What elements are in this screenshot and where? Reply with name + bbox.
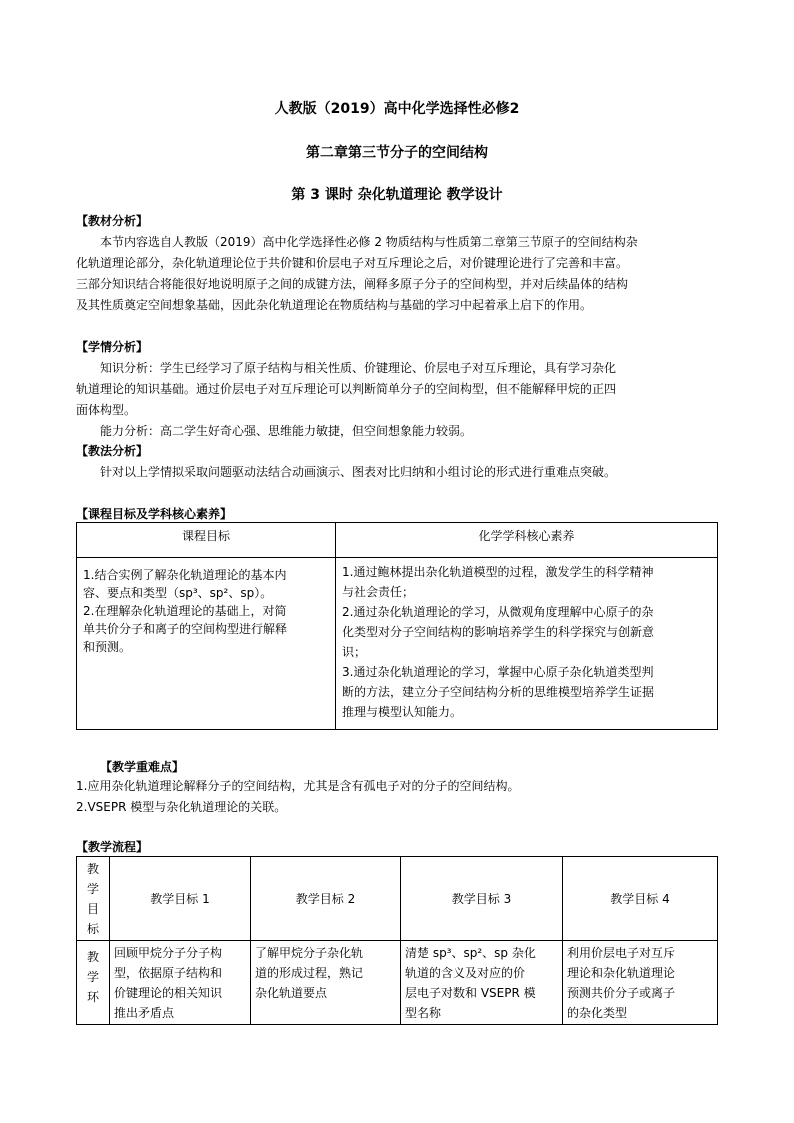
- course-goals-cell: [77, 558, 336, 730]
- flow-table: [76, 856, 718, 1025]
- key-point: 2.VSEPR 模型与杂化轨道理论的关联。: [76, 800, 287, 814]
- learner-line: 轨道理论的知识基础。通过价层电子对互斥理论可以判断简单分子的空间构型，但不能解释甲烷的正四: [76, 382, 617, 396]
- core-literacy-line: 3.通过杂化轨道理论的学习，掌握中心原子杂化轨道类型判: [342, 665, 654, 679]
- textbook-line: 及其性质奠定空间想象基础，因此杂化轨道理论在物质结构与基础的学习中起着承上启下的作用。: [76, 298, 593, 312]
- core-literacy-line: 推理与模型认知能力。: [342, 705, 463, 719]
- textbook-line: 化轨道理论部分，杂化轨道理论位于共价键和价层电子对互斥理论之后，对价键理论进行了完善和丰富。: [76, 256, 629, 270]
- textbook-line: 本节内容选自人教版（2019）高中化学选择性必修 2 物质结构与性质第二章第三节原子的空间结构杂: [100, 235, 638, 249]
- course-goal-line: 和预测。: [83, 640, 132, 654]
- course-goal-line: 容、要点和类型（sp³、sp²、sp）。: [83, 586, 273, 600]
- key-point: 1.应用杂化轨道理论解释分子的空间结构，尤其是含有孤电子对的分子的空间结构。: [76, 779, 520, 793]
- flow-goal-header: 教学目标 4: [563, 857, 718, 941]
- core-literacy-line: 与社会责任；: [342, 585, 415, 599]
- core-literacy-line: 断的方法，建立分子空间结构分析的思维模型培养学生证据: [342, 685, 655, 699]
- document-title: 人教版（2019）高中化学选择性必修2: [274, 101, 520, 117]
- textbook-paragraph: [76, 232, 716, 316]
- flow-row-label: 教 学 环: [77, 941, 110, 1025]
- core-literacy-cell: [336, 558, 718, 730]
- flow-step-cell: 利用价层电子对互斥 理论和杂化轨道理论 预测共价分子或离子 的杂化类型: [563, 941, 718, 1025]
- core-literacy-line: 1.通过鲍林提出杂化轨道模型的过程，激发学生的科学精神: [342, 565, 654, 579]
- learner-heading: 【学情分析】: [76, 340, 149, 354]
- flow-row-label: 教 学 目 标: [77, 857, 110, 941]
- flow-goal-header: 教学目标 3: [401, 857, 563, 941]
- flow-step-cell: 回顾甲烷分子分子构 型，依据原子结构和 价键理论的相关知识 推出矛盾点: [110, 941, 251, 1025]
- course-goal-line: 2.在理解杂化轨道理论的基础上，对简: [83, 604, 287, 618]
- learner-line: 面体构型。: [76, 403, 137, 417]
- method-heading: 【教法分析】: [76, 444, 149, 458]
- course-goal-line: 单共价分子和离子的空间构型进行解释: [83, 622, 288, 636]
- method-line: 针对以上学情拟采取问题驱动法结合动画演示、图表对比归纳和小组讨论的形式进行重难点突破。: [100, 465, 617, 479]
- goals-heading: 【课程目标及学科核心素养】: [76, 507, 233, 521]
- goals-table: [76, 522, 718, 730]
- flow-heading: 【教学流程】: [76, 840, 149, 854]
- flow-step-cell: 了解甲烷分子杂化轨 道的形成过程，熟记 杂化轨道要点: [251, 941, 401, 1025]
- flow-goal-header: 教学目标 2: [251, 857, 401, 941]
- core-literacy-line: 识；: [342, 645, 367, 659]
- goals-col-header: 课程目标: [77, 523, 336, 558]
- flow-step-cell: 清楚 sp³、sp²、sp 杂化 轨道的含义及对应的价 层电子对数和 VSEPR 模 型名称: [401, 941, 563, 1025]
- flow-goal-header: 教学目标 1: [110, 857, 251, 941]
- textbook-line: 三部分知识结合将能很好地说明原子之间的成键方法，阐释多原子分子的空间构型，并对后续晶体的结构: [76, 277, 629, 291]
- core-literacy-line: 化类型对分子空间结构的影响培养学生的科学探究与创新意: [342, 625, 655, 639]
- key-list: [76, 776, 736, 818]
- learner-line: 知识分析：学生已经学习了原子结构与相关性质、价键理论、价层电子对互斥理论，具有学习杂化: [100, 361, 617, 375]
- course-goal-line: 1.结合实例了解杂化轨道理论的基本内: [83, 568, 287, 582]
- textbook-heading: 【教材分析】: [76, 214, 149, 228]
- goals-col-header: 化学学科核心素养: [336, 523, 718, 558]
- learner-line: 能力分析：高二学生好奇心强、思维能力敏捷，但空间想象能力较弱。: [100, 424, 473, 438]
- lesson-title: 第 3 课时 杂化轨道理论 教学设计: [291, 187, 503, 203]
- learner-paragraph: [76, 358, 716, 442]
- key-heading: 【教学重难点】: [100, 760, 185, 774]
- core-literacy-line: 2.通过杂化轨道理论的学习，从微观角度理解中心原子的杂: [342, 605, 654, 619]
- chapter-title: 第二章第三节分子的空间结构: [306, 145, 488, 161]
